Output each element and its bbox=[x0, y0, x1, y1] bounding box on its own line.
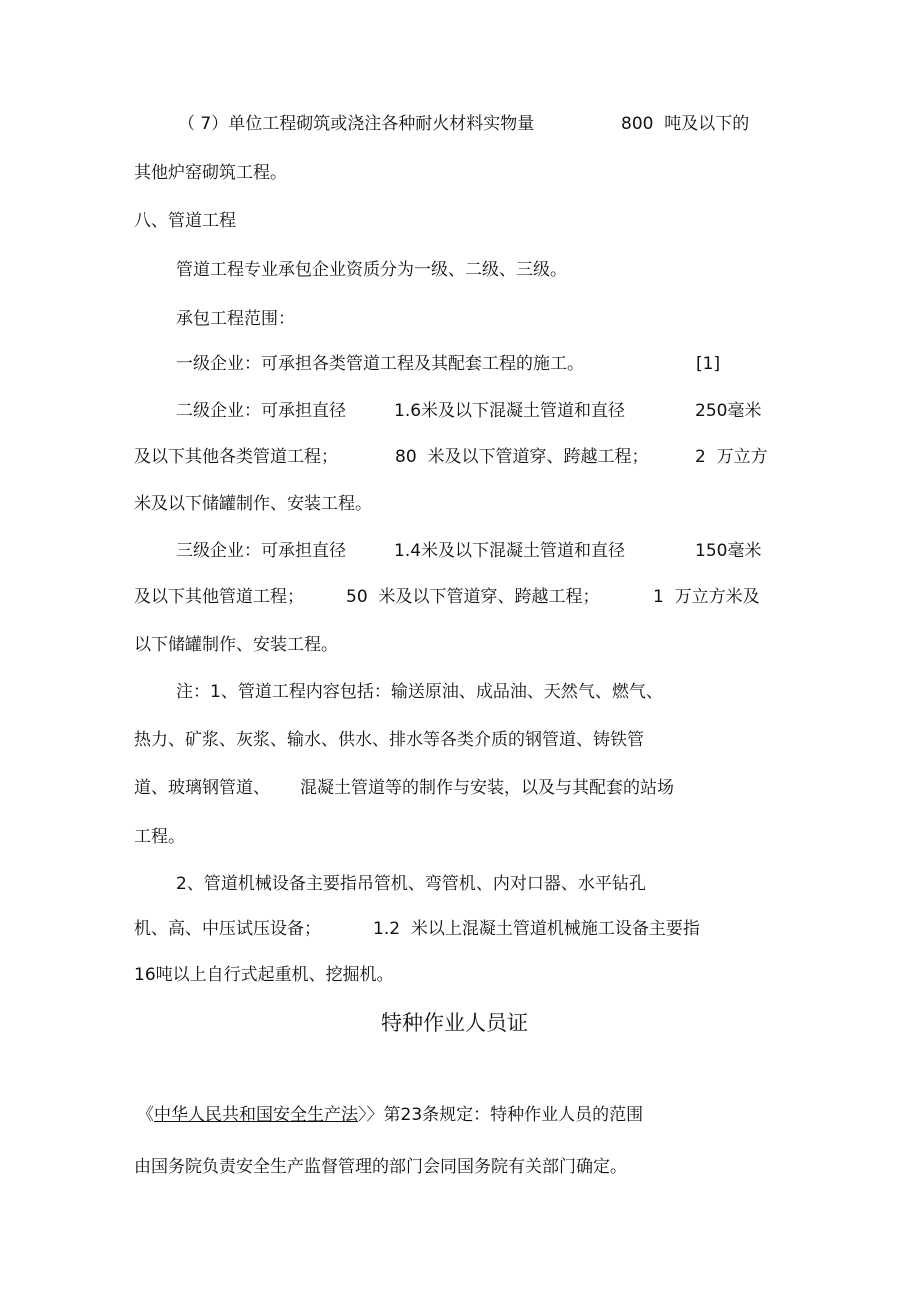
text-line: 一级企业：可承担各类管道工程及其配套工程的施工。 bbox=[176, 354, 584, 374]
text-line: 1.6米及以下混凝土管道和直径 bbox=[394, 401, 626, 421]
text-line: 80 米及以下管道穿、跨越工程； bbox=[395, 447, 649, 467]
footnote-ref: [1] bbox=[696, 354, 721, 374]
text-line: 机、高、中压试压设备； bbox=[134, 919, 321, 939]
text-line: 1.4米及以下混凝土管道和直径 bbox=[394, 541, 626, 561]
text-line: 三级企业：可承担直径 bbox=[176, 541, 346, 561]
text-line: （ 7）单位工程砌筑或浇注各种耐火材料实物量 bbox=[178, 114, 535, 134]
page-title: 特种作业人员证 bbox=[381, 1011, 528, 1035]
text-line: 注：1、管道工程内容包括：输送原油、成品油、天然气、燃气、 bbox=[176, 682, 663, 702]
text-line: 米及以下储罐制作、安装工程。 bbox=[134, 494, 372, 514]
text-line: 1.2 米以上混凝土管道机械施工设备主要指 bbox=[373, 919, 700, 939]
text-line: 16吨以上自行式起重机、挖掘机。 bbox=[134, 965, 394, 985]
text-line: 工程。 bbox=[134, 827, 185, 847]
text-line: 2、管道机械设备主要指吊管机、弯管机、内对口器、水平钻孔 bbox=[176, 874, 646, 894]
text-line: 其他炉窑砌筑工程。 bbox=[134, 163, 287, 183]
text-line: 热力、矿浆、灰浆、输水、供水、排水等各类介质的钢管道、铸铁管 bbox=[134, 730, 644, 750]
text-line: 800 吨及以下的 bbox=[621, 114, 750, 134]
text-line: 二级企业：可承担直径 bbox=[176, 401, 346, 421]
text-line: 250毫米 bbox=[695, 401, 762, 421]
text-line: 及以下其他各类管道工程； bbox=[134, 447, 338, 467]
text-line: 由国务院负责安全生产监督管理的部门会同国务院有关部门确定。 bbox=[134, 1157, 627, 1177]
text-line: 道、玻璃钢管道、 bbox=[134, 778, 270, 798]
text-line: 以下储罐制作、安装工程。 bbox=[134, 635, 338, 655]
text-line bbox=[137, 1104, 643, 1126]
text-line: 承包工程范围： bbox=[176, 309, 295, 329]
law-link[interactable]: 中华人民共和国安全生产法 bbox=[154, 1105, 358, 1125]
text-line: 及以下其他管道工程； bbox=[134, 587, 304, 607]
text-segment: 〉〉第23条规定：特种作业人员的范围 bbox=[358, 1105, 644, 1125]
text-line: 150毫米 bbox=[695, 541, 762, 561]
text-line: 混凝土管道等的制作与安装，以及与其配套的站场 bbox=[300, 778, 674, 798]
section-heading: 八、管道工程 bbox=[134, 211, 236, 231]
text-line: 2 万立方 bbox=[695, 447, 768, 467]
bracket-open: 《 bbox=[137, 1105, 154, 1125]
text-line: 50 米及以下管道穿、跨越工程； bbox=[346, 587, 600, 607]
text-line: 管道工程专业承包企业资质分为一级、二级、三级。 bbox=[176, 260, 567, 280]
text-line: 1 万立方米及 bbox=[653, 587, 760, 607]
